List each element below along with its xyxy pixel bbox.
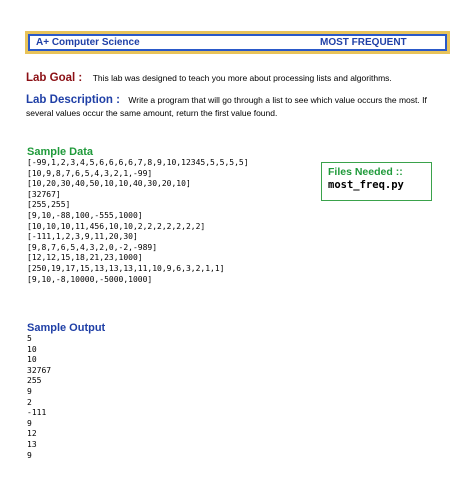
sample-data-line: [255,255]	[27, 200, 71, 210]
sample-output-line: 13	[27, 439, 37, 449]
sample-data-line: [10,10,10,11,456,10,10,2,2,2,2,2,2,2]	[27, 221, 206, 231]
sample-data-line: [9,10,-88,100,-555,1000]	[27, 210, 143, 220]
sample-output-list	[27, 334, 51, 461]
sample-data-line: [9,8,7,6,5,4,3,2,0,-2,-989]	[27, 242, 158, 252]
files-needed-box	[321, 162, 432, 201]
sample-data-line: [10,9,8,7,6,5,4,3,2,1,-99]	[27, 168, 153, 178]
sample-data-line: [250,19,17,15,13,13,13,11,10,9,6,3,2,1,1]	[27, 263, 225, 273]
sample-output-title: Sample Output	[27, 322, 106, 334]
sample-output-line: 9	[27, 386, 32, 396]
lab-description-label: Lab Description :	[26, 94, 120, 106]
sample-data-line: [32767]	[27, 189, 61, 199]
header-inner	[28, 34, 447, 51]
sample-output-line: 10	[27, 355, 37, 365]
lab-description-text: Write a program that will go through a list to see which value occurs the most. If several values occur the same amount, return the first value found.	[26, 95, 427, 118]
sample-output-line: 12	[27, 429, 37, 439]
files-needed-file: most_freq.py	[328, 179, 404, 191]
lab-goal-label: Lab Goal :	[26, 72, 83, 84]
sample-output-line: 255	[27, 376, 42, 386]
sample-data-line: [-111,1,2,3,9,11,20,30]	[27, 232, 138, 242]
sample-data-line: [-99,1,2,3,4,5,6,6,6,6,7,8,9,10,12345,5,5,5,5]	[27, 158, 249, 167]
sample-data-line: [10,20,30,40,50,10,10,40,30,20,10]	[27, 179, 191, 189]
sample-output-line: -111	[27, 408, 47, 418]
lab-description	[26, 93, 446, 119]
sample-data-line: [9,10,-8,10000,-5000,1000]	[27, 274, 153, 284]
sample-output-line: 9	[27, 450, 32, 460]
sample-output-line: 2	[27, 397, 32, 407]
lab-goal	[26, 68, 392, 86]
lab-title: MOST FREQUENT	[320, 37, 407, 48]
sample-output-line: 9	[27, 418, 32, 428]
header-bar	[25, 31, 450, 54]
files-needed-title: Files Needed ::	[328, 166, 403, 178]
sample-output-line: 10	[27, 344, 37, 354]
lab-goal-text: This lab was designed to teach you more about processing lists and algorithms.	[92, 73, 392, 83]
sample-data-title: Sample Data	[27, 146, 94, 158]
course-name: A+ Computer Science	[36, 37, 140, 48]
sample-data-list	[27, 158, 249, 285]
sample-data-line: [12,12,15,18,21,23,1000]	[27, 253, 143, 263]
sample-output-line: 5	[27, 334, 32, 343]
sample-output-line: 32767	[27, 365, 52, 375]
